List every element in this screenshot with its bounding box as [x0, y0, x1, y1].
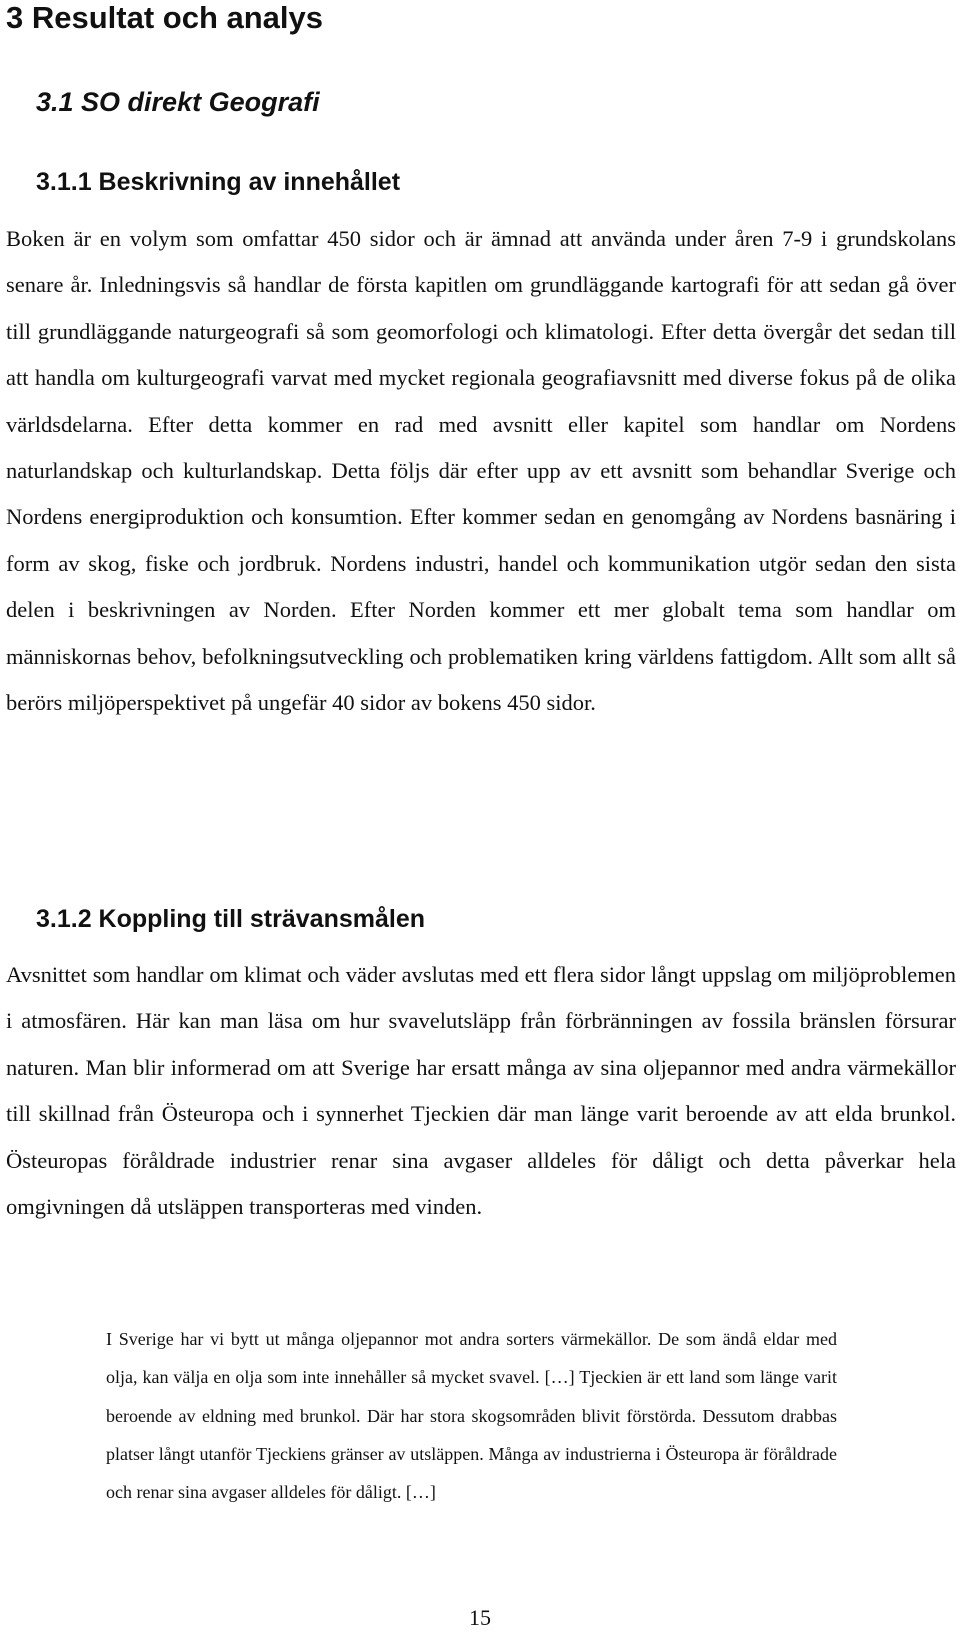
- section-heading: 3.1 SO direkt Geografi: [36, 87, 320, 117]
- chapter-heading: 3 Resultat och analys: [6, 0, 324, 35]
- subsection-heading-description: 3.1.1 Beskrivning av innehållet: [36, 168, 401, 196]
- page-number: 15: [469, 1605, 491, 1630]
- description-paragraph: Boken är en volym som omfattar 450 sidor och är ämnad att använda under åren 7-9 i grundskolans senare år. Inledningsvis så handlar de första kapitlen om grundläggande kartografi för att sedan gå över till grundläggande naturgeografi så som geomorfologi och klimatologi. Efter detta övergår det sedan till att handla om kulturgeografi varvat med mycket regionala geografiavsnitt med diverse fokus på de olika världsdelarna. Efter detta kommer en rad med avsnitt eller kapitel som handlar om Nordens naturlandskap och kulturlandskap. Detta följs där efter upp av ett avsnitt som behandlar Sverige och Nordens energiproduktion och konsumtion. Efter kommer sedan en genomgång av Nordens basnäring i form av skog, fiske och jordbruk. Nordens industri, handel och kommunikation utgör sedan den sista delen i beskrivningen av Norden. Efter Norden kommer ett mer globalt tema som handlar om människornas behov, befolkningsutveckling och problematiken kring världens fattigdom. Allt som allt så berörs miljöperspektivet på ungefär 40 sidor av bokens 450 sidor.: [6, 226, 956, 716]
- subsection-heading-connection: 3.1.2 Koppling till strävansmålen: [36, 905, 426, 933]
- block-quote: I Sverige har vi bytt ut många oljepannor mot andra sorters värmekällor. De som ändå eldar med olja, kan välja en olja som inte innehåller så mycket svavel. […] Tjeckien är ett land som länge varit beroende av eldning med brunkol. Där har stora skogsområden blivit förstörda. Dessutom drabbas platser långt utanför Tjeckiens gränser av utsläppen. Många av industrierna i Östeuropa är föråldrade och renar sina avgaser alldeles för dåligt. […]: [106, 1329, 837, 1503]
- document-page: [6, 0, 956, 1648]
- connection-paragraph: Avsnittet som handlar om klimat och väder avslutas med ett flera sidor långt uppslag om miljöproblemen i atmosfären. Här kan man läsa om hur svavelutsläpp från förbränningen av fossila bränslen försurar naturen. Man blir informerad om att Sverige har ersatt många av sina oljepannor med andra värmekällor till skillnad från Östeuropa och i synnerhet Tjeckien där man länge varit beroende av att elda brunkol. Östeuropas föråldrade industrier renar sina avgaser alldeles för dåligt och detta påverkar hela omgivningen då utsläppen transporteras med vinden.: [6, 962, 956, 1220]
